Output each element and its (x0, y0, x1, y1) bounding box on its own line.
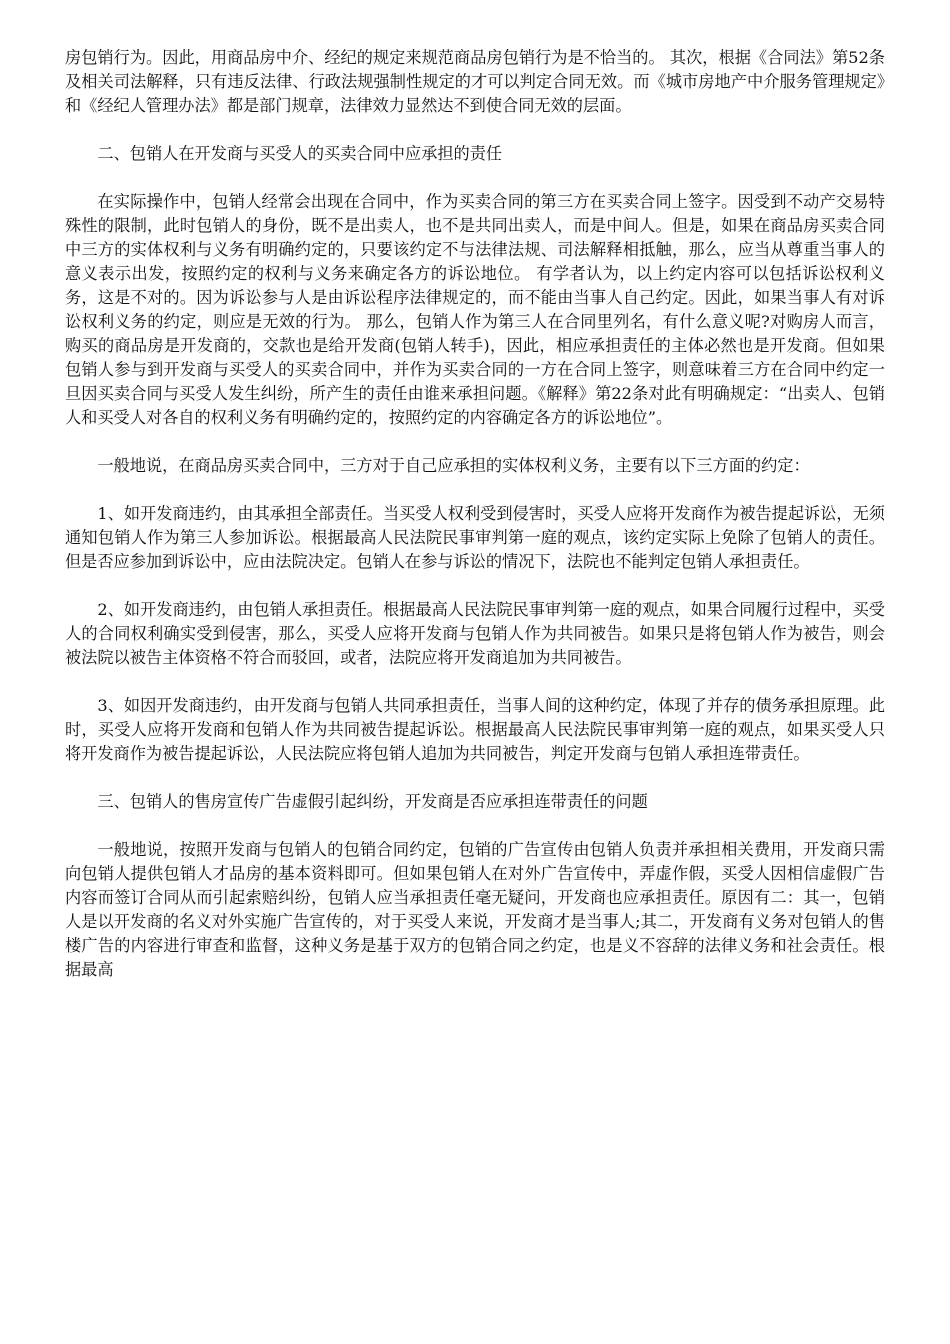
paragraph-body: 一般地说，在商品房买卖合同中，三方对于自己应承担的实体权利义务，主要有以下三方面的约定： (97, 456, 810, 475)
document-page (65, 46, 885, 1006)
section-heading-3: 三、包销人的售房宣传广告虚假引起纠纷，开发商是否应承担连带责任的问题 (97, 792, 648, 811)
section-heading-2: 二、包销人在开发商与买受人的买卖合同中应承担的责任 (97, 144, 503, 163)
list-item-3: 3、如因开发商违约，由开发商与包销人共同承担责任，当事人间的这种约定，体现了并存的债务承担原理。此时，买受人应将开发商和包销人作为共同被告提起诉讼。根据最高人民法院民事审判第一庭的观点，如果买受人只将开发商作为被告提起诉讼，人民法院应将包销人追加为共同被告，判定开发商与包销人承担连带责任。 (65, 696, 885, 763)
list-item-1: 1、如开发商违约，由其承担全部责任。当买受人权利受到侵害时，买受人应将开发商作为被告提起诉讼，无须通知包销人作为第三人参加诉讼。根据最高人民法院民事审判第一庭的观点，该约定实际上免除了包销人的责任。但是否应参加到诉讼中，应由法院决定。包销人在参与诉讼的情况下，法院也不能判定包销人承担责任。 (65, 504, 885, 571)
paragraph-continuation: 房包销行为。因此，用商品房中介、经纪的规定来规范商品房包销行为是不恰当的。 其次，根据《合同法》第52条及相关司法解释，只有违反法律、行政法规强制性规定的才可以判定合同无效。而《城市房地产中介服务管理规定》和《经纪人管理办法》都是部门规章，法律效力显然达不到使合同无效的层面。 (65, 48, 885, 115)
paragraph-body: 一般地说，按照开发商与包销人的包销合同约定，包销的广告宣传由包销人负责并承担相关费用，开发商只需向包销人提供包销人才品房的基本资料即可。但如果包销人在对外广告宣传中，弄虚作假，买受人因相信虚假广告内容而签订合同从而引起索赔纠纷，包销人应当承担责任毫无疑问，开发商也应承担责任。原因有二：其一，包销人是以开发商的名义对外实施广告宣传的，对于买受人来说，开发商才是当事人;其二，开发商有义务对包销人的售楼广告的内容进行审查和监督，这种义务是基于双方的包销合同之约定，也是义不容辞的法律义务和社会责任。根据最高 (65, 840, 885, 979)
list-item-2: 2、如开发商违约，由包销人承担责任。根据最高人民法院民事审判第一庭的观点，如果合同履行过程中，买受人的合同权利确实受到侵害，那么，买受人应将开发商与包销人作为共同被告。如果只是将包销人作为被告，则会被法院以被告主体资格不符合而驳回，或者，法院应将开发商追加为共同被告。 (65, 600, 885, 667)
paragraph-body: 在实际操作中，包销人经常会出现在合同中，作为买卖合同的第三方在买卖合同上签字。因受到不动产交易特殊性的限制，此时包销人的身份，既不是出卖人，也不是共同出卖人，而是中间人。但是，如果在商品房买卖合同中三方的实体权利与义务有明确约定的，只要该约定不与法律法规、司法解释相抵触，那么，应当从尊重当事人的意义表示出发，按照约定的权利与义务来确定各方的诉讼地位。 有学者认为，以上约定内容可以包括诉讼权利义务，这是不对的。因为诉讼参与人是由诉讼程序法律规定的，而不能由当事人自己约定。因此，如果当事人有对诉讼权利义务的约定，则应是无效的行为。 那么，包销人作为第三人在合同里列名，有什么意义呢?对购房人而言，购买的商品房是开发商的，交款也是给开发商(包销人转手)，因此，相应承担责任的主体必然也是开发商。但如果包销人参与到开发商与买受人的买卖合同中，并作为买卖合同的一方在合同上签字，则意味着三方在合同中约定一旦因买卖合同与买受人发生纠纷，所产生的责任由谁来承担问题。《解释》第22条对此有明确规定：“出卖人、包销人和买受人对各自的权利义务有明确约定的，按照约定的内容确定各方的诉讼地位”。 (65, 192, 885, 427)
